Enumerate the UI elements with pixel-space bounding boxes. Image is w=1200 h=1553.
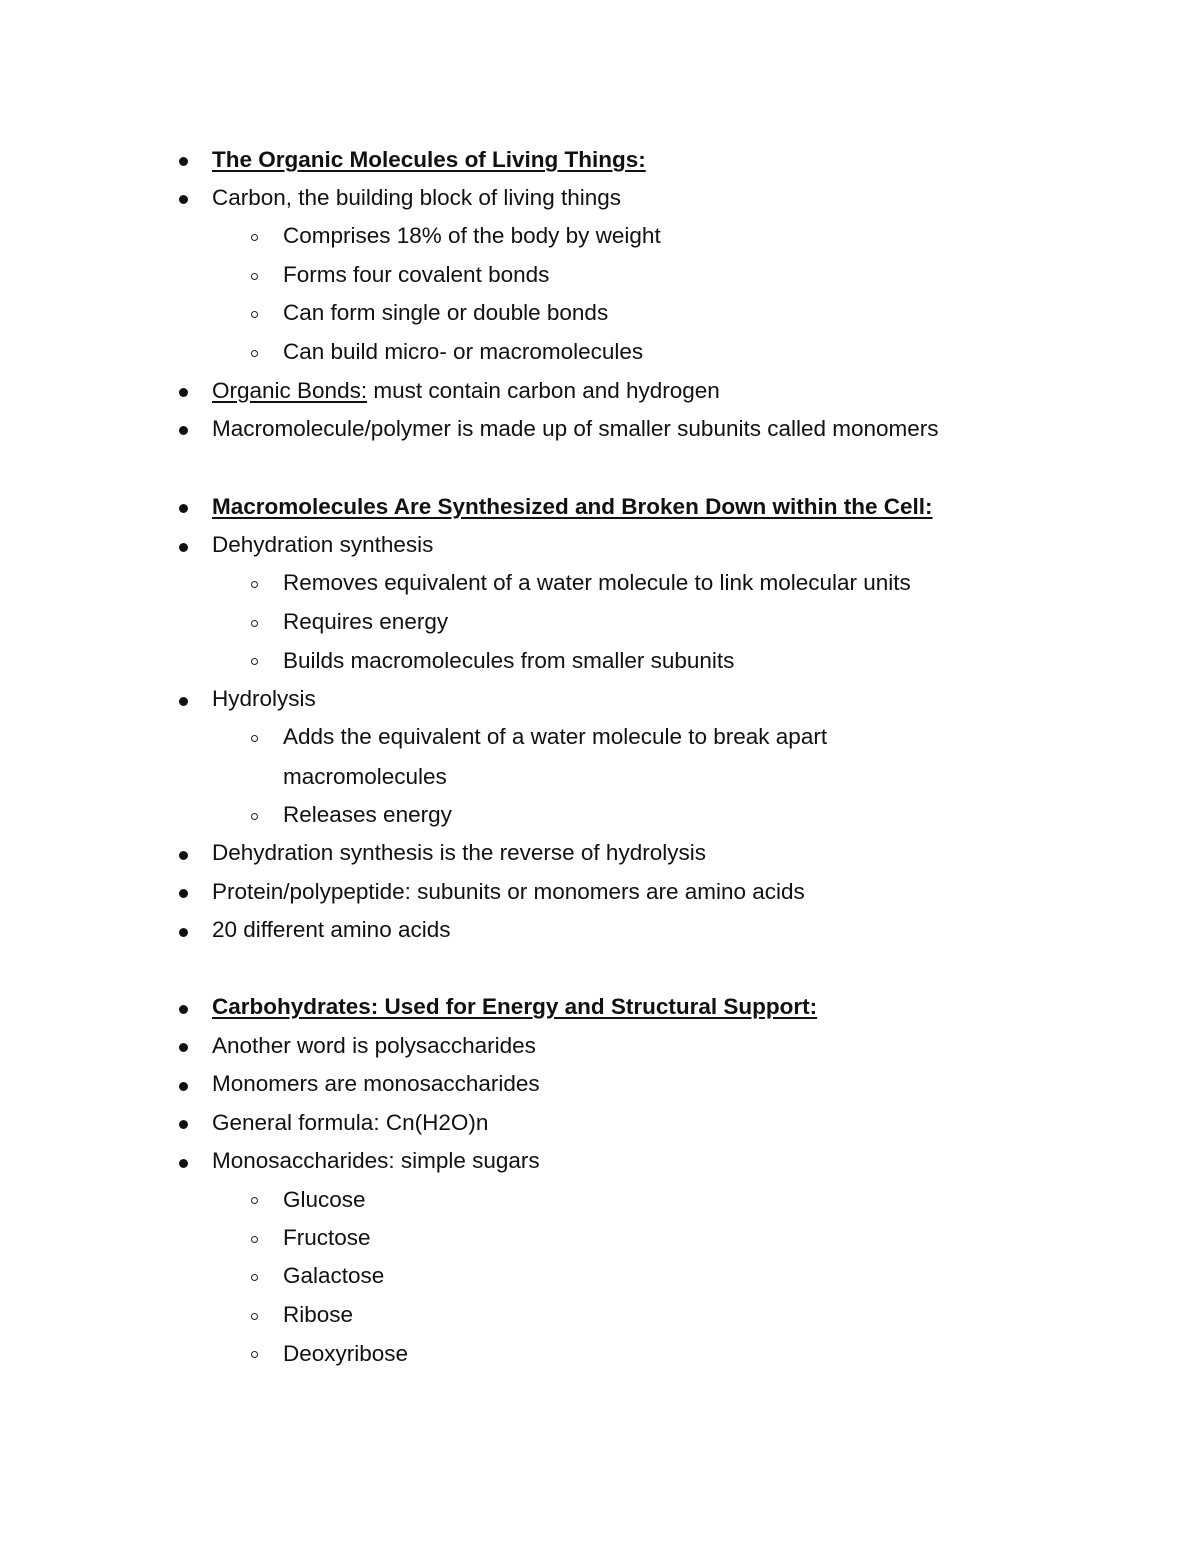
sub-bullet-icon (251, 1197, 258, 1204)
list-item-organic-bonds (212, 376, 720, 406)
list-item-mono: Monosaccharides: simple sugars (212, 1148, 540, 1173)
list-item-hydrolysis: Hydrolysis (212, 686, 316, 711)
sub-list-item: Forms four covalent bonds (283, 262, 550, 287)
bullet-icon (179, 195, 188, 204)
list-item-reverse: Dehydration synthesis is the reverse of hydrolysis (212, 840, 706, 865)
sub-list-item-continuation: macromolecules (283, 764, 447, 789)
bullet-icon (179, 851, 188, 860)
list-item-another: Another word is polysaccharides (212, 1033, 536, 1058)
sub-bullet-icon (251, 581, 258, 588)
sub-list-item: Galactose (283, 1263, 385, 1288)
sub-list-item: Releases energy (283, 802, 452, 827)
sub-list-item: Can form single or double bonds (283, 300, 609, 325)
section-heading-organic: The Organic Molecules of Living Things: (212, 147, 646, 172)
bullet-icon (179, 697, 188, 706)
sub-list-item: Comprises 18% of the body by weight (283, 223, 661, 248)
list-item-protein: Protein/polypeptide: subunits or monomers are amino acids (212, 879, 805, 904)
bullet-icon (179, 504, 188, 513)
sub-bullet-icon (251, 273, 258, 280)
sub-bullet-icon (251, 1274, 258, 1281)
sub-bullet-icon (251, 735, 258, 742)
sub-list-item: Fructose (283, 1225, 371, 1250)
bullet-icon (179, 1005, 188, 1014)
sub-list-item: Builds macromolecules from smaller subunits (283, 648, 735, 673)
sub-bullet-icon (251, 1351, 258, 1358)
sub-bullet-icon (251, 350, 258, 357)
list-item-macromolecule: Macromolecule/polymer is made up of smaller subunits called monomers (212, 416, 939, 441)
bullet-icon (179, 1159, 188, 1168)
bullet-icon (179, 1120, 188, 1129)
sub-list-item: Adds the equivalent of a water molecule to break apart (283, 724, 828, 749)
sub-bullet-icon (251, 1313, 258, 1320)
list-item-formula: General formula: Cn(H2O)n (212, 1110, 489, 1135)
sub-bullet-icon (251, 658, 258, 665)
list-item-carbon: Carbon, the building block of living things (212, 185, 621, 210)
list-item-monomers: Monomers are monosaccharides (212, 1071, 540, 1096)
sub-list-item: Removes equivalent of a water molecule to link molecular units (283, 570, 911, 595)
organic-bonds-label: Organic Bonds: (212, 378, 368, 403)
section-heading-carbs: Carbohydrates: Used for Energy and Structural Support: (212, 994, 818, 1019)
bullet-icon (179, 1082, 188, 1091)
bullet-icon (179, 1043, 188, 1052)
organic-bonds-text: must contain carbon and hydrogen (367, 378, 720, 403)
sub-bullet-icon (251, 1236, 258, 1243)
sub-list-item: Ribose (283, 1302, 354, 1327)
sub-bullet-icon (251, 311, 258, 318)
sub-bullet-icon (251, 234, 258, 241)
sub-list-item: Glucose (283, 1187, 366, 1212)
bullet-icon (179, 889, 188, 898)
bullet-icon (179, 388, 188, 397)
list-item-amino: 20 different amino acids (212, 917, 451, 942)
bullet-icon (179, 157, 188, 166)
sub-list-item: Deoxyribose (283, 1341, 409, 1366)
bullet-icon (179, 426, 188, 435)
sub-bullet-icon (251, 620, 258, 627)
bullet-icon (179, 543, 188, 552)
list-item-dehydration: Dehydration synthesis (212, 532, 434, 557)
sub-bullet-icon (251, 813, 258, 820)
bullet-icon (179, 928, 188, 937)
sub-list-item: Can build micro- or macromolecules (283, 339, 644, 364)
section-heading-synthesis: Macromolecules Are Synthesized and Broken Down within the Cell: (212, 494, 933, 519)
sub-list-item: Requires energy (283, 609, 449, 634)
